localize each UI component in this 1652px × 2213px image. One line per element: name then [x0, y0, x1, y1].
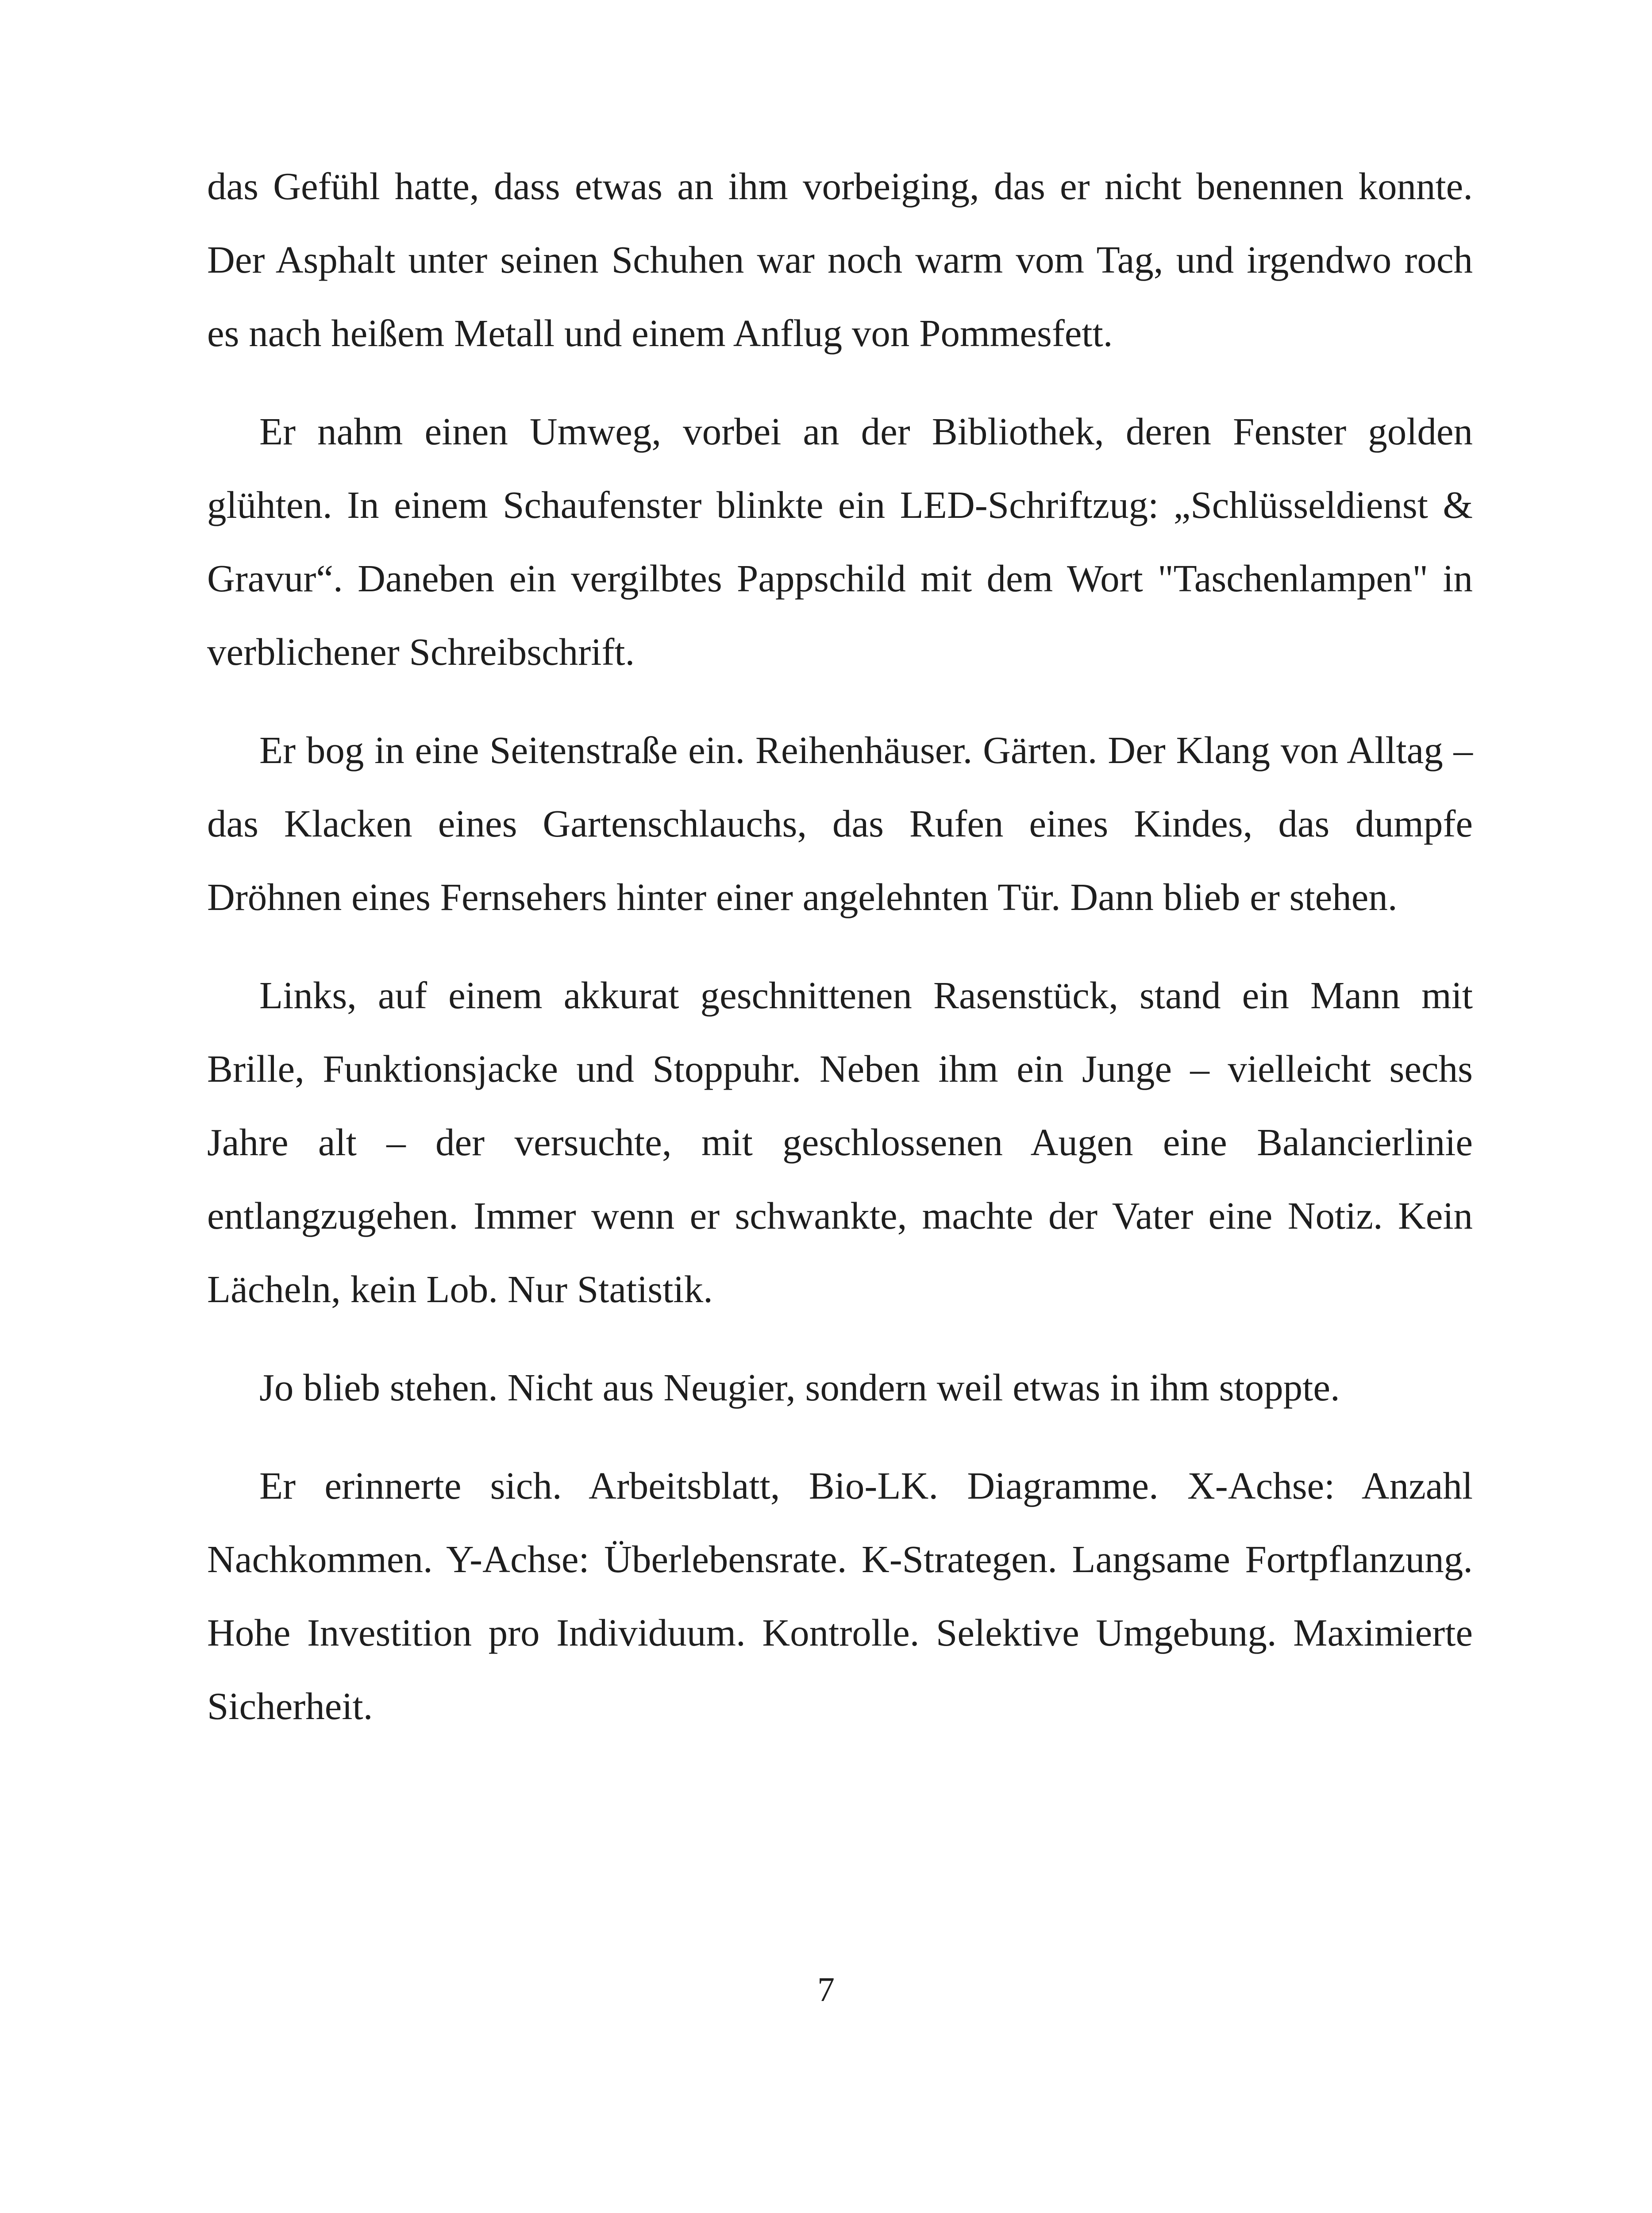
- body-text: [207, 150, 1473, 1768]
- paragraph-3: Er bog in eine Seitenstraße ein. Reihenhäuser. Gärten. Der Klang von Alltag – das Klacken eines Gartenschlauchs, das Rufen eines Kindes, das dumpfe Dröhnen eines Fernsehers hinter einer angelehnten Tür. Dann blieb er stehen.: [207, 729, 1473, 918]
- paragraph-5: Jo blieb stehen. Nicht aus Neugier, sondern weil etwas in ihm stoppte.: [259, 1366, 1340, 1409]
- paragraph-4: Links, auf einem akkurat geschnittenen Rasenstück, stand ein Mann mit Brille, Funktionsjacke und Stoppuhr. Neben ihm ein Junge – vielleicht sechs Jahre alt – der versuchte, mit geschlossenen Augen eine Balancierlinie entlangzugehen. Immer wenn er schwankte, machte der Vater eine Notiz. Kein Lächeln, kein Lob. Nur Statistik.: [207, 974, 1473, 1311]
- paragraph-6: Er erinnerte sich. Arbeitsblatt, Bio-LK. Diagramme. X-Achse: Anzahl Nachkommen. Y-Achse: Überlebensrate. K-Strategen. Langsame Fortpflanzung. Hohe Investition pro Individuum. Kontrolle. Selektive Umgebung. Maximierte Sicherheit.: [207, 1464, 1473, 1727]
- paragraph-1: das Gefühl hatte, dass etwas an ihm vorbeiging, das er nicht benennen konnte. Der Asphalt unter seinen Schuhen war noch warm vom Tag, und irgendwo roch es nach heißem Metall und einem Anflug von Pommesfett.: [207, 165, 1473, 355]
- page-number: 7: [817, 1970, 835, 2009]
- paragraph-2: Er nahm einen Umweg, vorbei an der Bibliothek, deren Fenster golden glühten. In einem Schaufenster blinkte ein LED-Schriftzug: „Schlüsseldienst & Gravur“. Daneben ein vergilbtes Pappschild mit dem Wort "Taschenlampen" in verblichener Schreibschrift.: [207, 410, 1473, 673]
